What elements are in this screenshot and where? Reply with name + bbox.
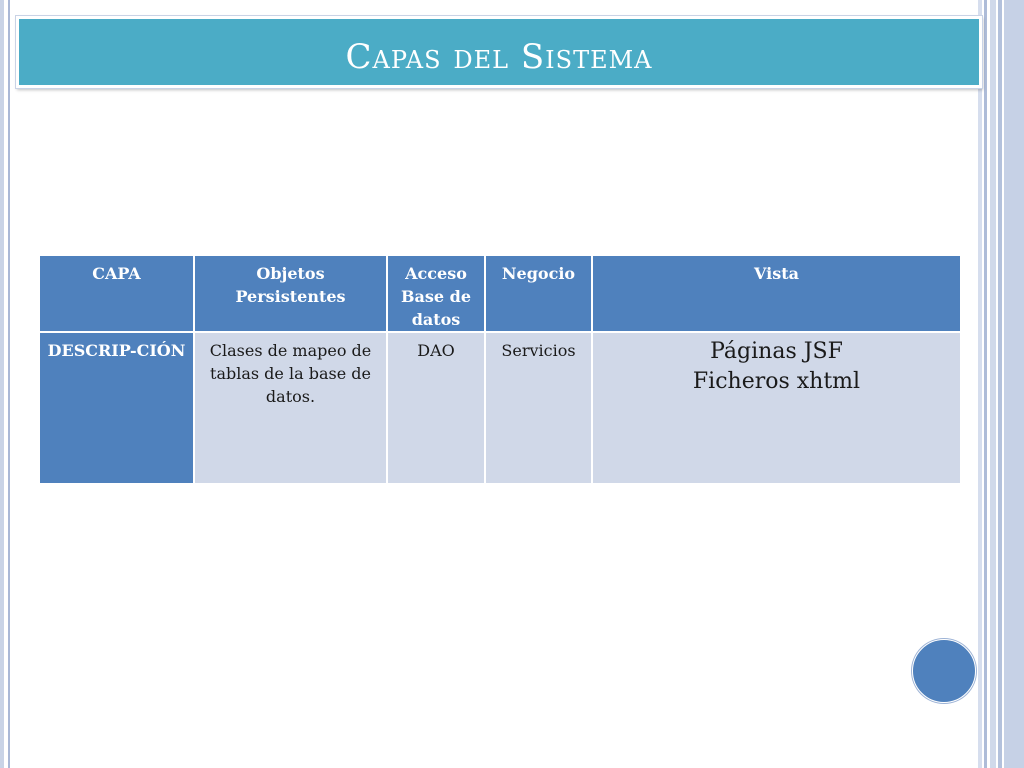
layers-table bbox=[38, 254, 962, 485]
title-bar bbox=[16, 16, 982, 88]
cell-negocio: Servicios bbox=[485, 332, 592, 484]
vista-line-2: Ficheros xhtml bbox=[692, 369, 861, 394]
cell-acceso: DAO bbox=[387, 332, 485, 484]
right-stripe bbox=[978, 0, 982, 768]
table-row bbox=[39, 332, 961, 484]
slide-title: Capas del Sistema bbox=[345, 37, 653, 77]
right-stripe bbox=[998, 0, 1002, 768]
header-cell-capa: CAPA bbox=[39, 255, 194, 332]
vista-line-1: Páginas JSF bbox=[710, 339, 843, 364]
table-header-row bbox=[39, 255, 961, 332]
cell-vista bbox=[592, 332, 961, 484]
header-cell-negocio: Negocio bbox=[485, 255, 592, 332]
left-frame-line-inner bbox=[8, 0, 10, 768]
right-stripe bbox=[990, 0, 996, 768]
row-header-descripcion: DESCRIP-CIÓN bbox=[39, 332, 194, 484]
right-stripe bbox=[984, 0, 987, 768]
header-cell-vista: Vista bbox=[592, 255, 961, 332]
decorative-circle bbox=[912, 639, 976, 703]
header-cell-acceso: Acceso Base de datos bbox=[387, 255, 485, 332]
right-stripe bbox=[1004, 0, 1024, 768]
left-frame-line bbox=[0, 0, 4, 768]
cell-objetos: Clases de mapeo de tablas de la base de datos. bbox=[194, 332, 387, 484]
header-cell-objetos: Objetos Persistentes bbox=[194, 255, 387, 332]
